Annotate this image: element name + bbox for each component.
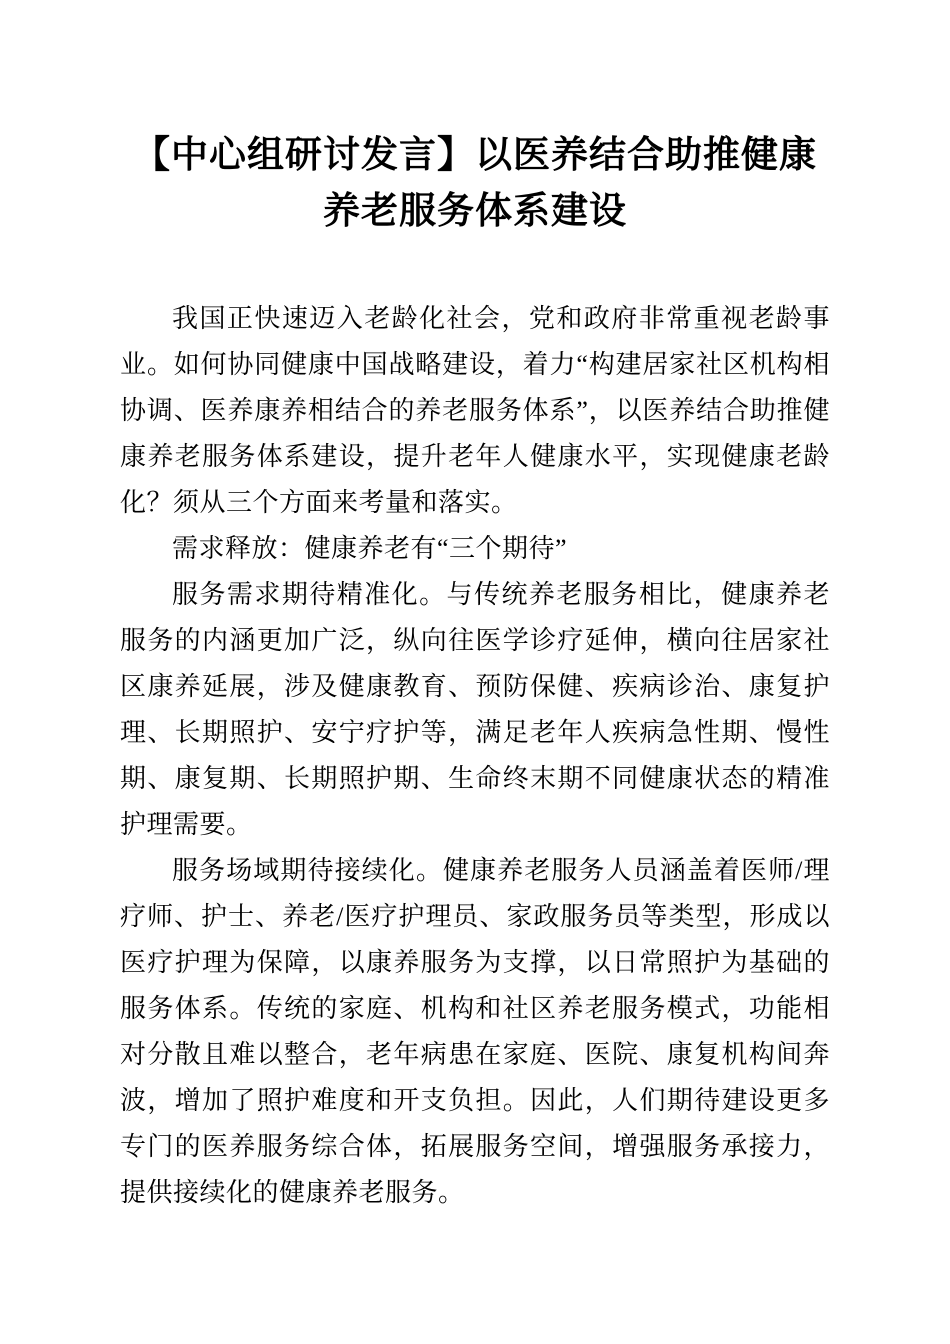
paragraph-service-field: 服务场域期待接续化。健康养老服务人员涵盖着医师/理疗师、护士、养老/医疗护理员、家政服务员等类型，形成以医疗护理为保障，以康养服务为支撑，以日常照护为基础的服务体系。传统的家庭、机构和社区养老服务模式，功能相对分散且难以整合，老年病患在家庭、医院、康复机构间奔波，增加了照护难度和开支负担。因此，人们期待建设更多专门的医养服务综合体，拓展服务空间，增强服务承接力，提供接续化的健康养老服务。	[120, 856, 830, 1207]
document-body	[120, 296, 830, 1216]
paragraph-intro: 我国正快速迈入老龄化社会，党和政府非常重视老龄事业。如何协同健康中国战略建设，着力“构建居家社区机构相协调、医养康养相结合的养老服务体系”，以医养结合助推健康养老服务体系建设，提升老年人健康水平，实现健康老龄化？须从三个方面来考量和落实。	[120, 304, 830, 517]
document-title: 【中心组研讨发言】以医养结合助推健康养老服务体系建设	[133, 135, 817, 232]
paragraph-service-demand: 服务需求期待精准化。与传统养老服务相比，健康养老服务的内涵更加广泛，纵向往医学诊疗延伸，横向往居家社区康养延展，涉及健康教育、预防保健、疾病诊治、康复护理、长期照护、安宁疗护等，满足老年人疾病急性期、慢性期、康复期、长期照护期、生命终末期不同健康状态的精准护理需要。	[120, 580, 830, 839]
document-content	[120, 128, 830, 1216]
paragraph-subheading: 需求释放：健康养老有“三个期待”	[172, 534, 568, 563]
